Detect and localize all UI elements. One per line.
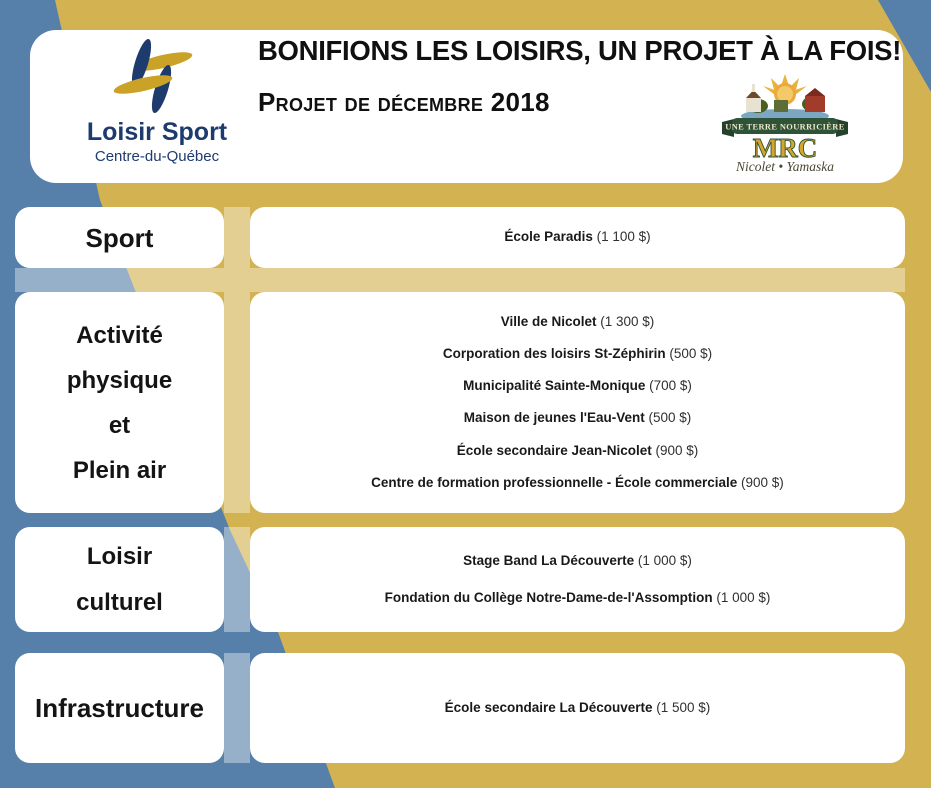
row-gap-band: [15, 268, 905, 292]
category-label-box: [15, 653, 224, 763]
project-amount: (500 $): [644, 410, 692, 426]
org-name: Loisir Sport: [86, 118, 228, 146]
project-amount: (500 $): [665, 346, 713, 362]
project-name: Corporation des loisirs St-Zéphirin: [442, 346, 666, 362]
loisir-sport-logo: [52, 38, 262, 180]
project-amount: (900 $): [737, 474, 784, 490]
project-amount: (1 500 $): [652, 699, 711, 715]
category-items-box: [250, 653, 905, 763]
project-name: Stage Band La Découverte: [463, 553, 635, 569]
funded-project: [445, 700, 711, 716]
category-label-line: Infrastructure: [34, 693, 205, 723]
funded-project: [371, 475, 784, 491]
category-row-infrastructure: [0, 653, 931, 763]
category-items-box: [250, 527, 905, 632]
category-label-line: physique: [66, 366, 173, 394]
funded-project: [501, 314, 655, 330]
header-box: [30, 30, 903, 183]
category-label-box: [15, 527, 224, 632]
category-label-line: Plein air: [72, 456, 167, 484]
page-title: BONIFIONS LES LOISIRS, UN PROJET À LA FOIS!: [258, 35, 902, 66]
category-label-line: et: [108, 411, 131, 439]
page-subtitle: Projet de décembre 2018: [258, 87, 550, 117]
funded-project: [443, 346, 712, 362]
project-name: Centre de formation professionnelle - École commerciale: [371, 474, 738, 490]
funded-project: [457, 443, 699, 459]
category-row-activite-physique: [0, 292, 931, 513]
funded-project: [463, 553, 692, 569]
category-label-box: [15, 207, 224, 268]
funded-project: [504, 229, 650, 245]
project-name: Fondation du Collège Notre-Dame-de-l'Assomption: [384, 589, 713, 605]
loisir-sport-logo-icon: [107, 40, 207, 116]
project-amount: (1 300 $): [596, 313, 655, 329]
funded-project: [464, 410, 692, 426]
funded-project: [385, 590, 771, 606]
mrc-acronym: MRC: [752, 133, 818, 163]
project-name: École secondaire La Découverte: [444, 699, 653, 715]
project-amount: (1 000 $): [712, 589, 771, 605]
category-label-line: Sport: [85, 222, 154, 253]
category-label-box: [15, 292, 224, 513]
category-row-sport: [0, 207, 931, 268]
category-items-box: [250, 292, 905, 513]
project-name: École secondaire Jean-Nicolet: [456, 442, 652, 458]
org-region: Centre-du-Québec: [94, 148, 220, 165]
project-amount: (1 100 $): [592, 229, 651, 245]
project-amount: (1 000 $): [634, 553, 692, 569]
funded-project: [463, 378, 692, 394]
mrc-logo: [710, 70, 860, 178]
project-name: Ville de Nicolet: [500, 313, 597, 329]
project-amount: (900 $): [651, 442, 699, 458]
svg-text:UNE TERRE NOURRICIÈRE: UNE TERRE NOURRICIÈRE: [725, 122, 845, 132]
mrc-region: Nicolet • Yamaska: [736, 159, 834, 174]
project-amount: (700 $): [645, 378, 692, 394]
category-label-line: Activité: [76, 321, 163, 349]
project-name: École Paradis: [504, 229, 593, 245]
category-items-box: [250, 207, 905, 268]
category-label-line: culturel: [76, 588, 163, 616]
project-name: Municipalité Sainte-Monique: [463, 378, 646, 394]
logo-ellipse-navy-icon: [148, 63, 175, 115]
category-label-line: Loisir: [86, 542, 153, 570]
mrc-illustration-icon: [741, 74, 829, 123]
category-row-loisir-culturel: [0, 527, 931, 632]
project-name: Maison de jeunes l'Eau-Vent: [463, 410, 645, 426]
